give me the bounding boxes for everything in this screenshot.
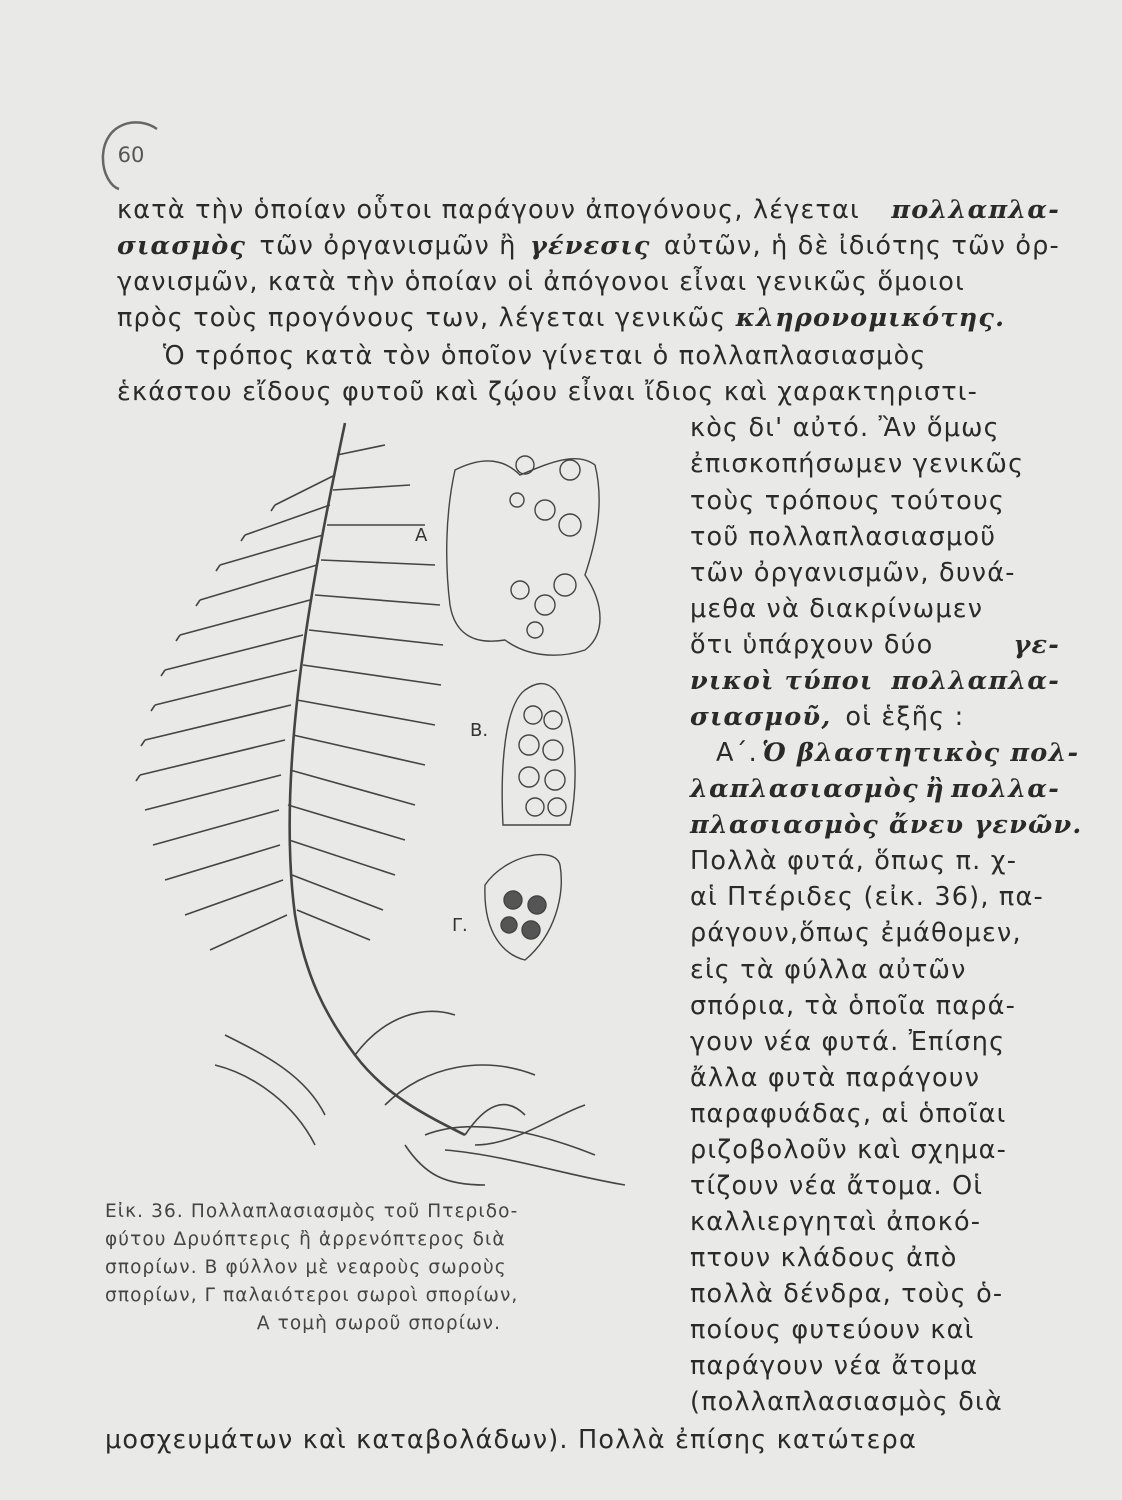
text-span: τῶν ὀργανισμῶν, δυνά- xyxy=(690,558,1016,588)
text-span: οἱ ἑξῆς : xyxy=(845,702,965,732)
text-span: ὅτι ὑπάρχουν δύο xyxy=(690,630,934,660)
column-line xyxy=(690,486,1060,516)
column-line xyxy=(690,1063,1060,1093)
column-line xyxy=(690,918,1060,948)
figure-label-a: Α xyxy=(415,525,428,546)
figure-label-b: Β. xyxy=(470,720,489,741)
text-span: ποίους φυτεύουν καὶ xyxy=(690,1315,975,1345)
emphasis-term: σιασμοῦ, xyxy=(690,702,832,732)
section-heading: πλασιασμὸς ἄνευ γενῶν. xyxy=(690,810,1083,840)
text-span: κατὰ τὴν ὁποίαν οὗτοι παράγουν ἀπογόνους, λέγεται xyxy=(117,195,860,225)
column-line xyxy=(690,449,1060,479)
column-line xyxy=(690,522,1060,552)
caption-line: Εἰκ. 36. Πολλαπλασιασμὸς τοῦ Πτεριδο- xyxy=(105,1201,519,1222)
section-heading: ἢ xyxy=(925,774,945,804)
column-line xyxy=(690,1171,1060,1201)
section-heading: λαπλασιασμὸς xyxy=(690,774,919,804)
column-line xyxy=(690,846,1060,876)
text-line-6 xyxy=(117,377,1060,407)
text-line-3 xyxy=(117,267,1060,297)
column-line xyxy=(690,413,1060,443)
column-line xyxy=(690,1279,1060,1309)
text-span: παραφυάδας, αἱ ὁποῖαι xyxy=(690,1099,1007,1129)
text-span: Πολλὰ φυτά, ὅπως π. χ- xyxy=(690,846,1018,876)
column-line xyxy=(690,1387,1060,1417)
column-line xyxy=(690,1207,1060,1237)
column-line xyxy=(690,1315,1060,1345)
column-line xyxy=(690,1099,1060,1129)
text-span: πρὸς τοὺς προγόνους των, λέγεται γενικῶς xyxy=(117,303,727,333)
text-span: μοσχευμάτων καὶ καταβολάδων). Πολλὰ ἐπίσης κατώτερα xyxy=(105,1425,917,1455)
column-line xyxy=(690,991,1060,1021)
section-heading-line xyxy=(690,774,1060,804)
column-line xyxy=(690,558,1060,588)
section-heading-line xyxy=(716,738,1080,768)
text-line-1 xyxy=(117,195,1060,225)
emphasis-term: πολλαπλα- xyxy=(891,666,1060,696)
emphasis-term: νικοὶ τύποι xyxy=(690,666,874,696)
text-span: τίζουν νέα ἄτομα. Οἱ xyxy=(690,1171,984,1201)
text-span: αἱ Πτέριδες (εἰκ. 36), πα- xyxy=(690,882,1044,912)
text-span: τῶν ὀργανισμῶν ἢ xyxy=(259,231,517,261)
column-line xyxy=(690,702,1060,732)
emphasis-term: σιασμὸς xyxy=(117,231,247,261)
text-span: πολλὰ δένδρα, τοὺς ὁ- xyxy=(690,1279,1004,1309)
text-span: μεθα νὰ διακρίνωμεν xyxy=(690,594,984,624)
caption-line: φύτου Δρυόπτερις ἢ ἀρρενόπτερος διὰ xyxy=(105,1229,506,1250)
text-span: τοῦ πολλαπλασιασμοῦ xyxy=(690,522,997,552)
text-span: ράγουν,ὅπως ἐμάθομεν, xyxy=(690,918,1022,948)
text-span: καλλιεργηταὶ ἀποκό- xyxy=(690,1207,982,1237)
text-span: (πολλαπλασιασμὸς διὰ xyxy=(690,1387,1003,1417)
section-heading-line xyxy=(690,810,1083,840)
text-span: ριζοβολοῦν καὶ σχημα- xyxy=(690,1135,1008,1165)
page-number-text: 60 xyxy=(117,143,145,167)
text-span: γανισμῶν, κατὰ τὴν ὁποίαν οἱ ἀπόγονοι εἶναι γενικῶς ὅμοιοι xyxy=(117,267,965,297)
page-number xyxy=(103,127,159,183)
sorus-section-drawing xyxy=(447,456,600,655)
text-line-last xyxy=(105,1425,1060,1455)
column-line xyxy=(690,1351,1060,1381)
emphasis-term: γένεσις xyxy=(530,231,651,261)
section-number: Α΄. xyxy=(716,738,758,768)
text-span: ἄλλα φυτὰ παράγουν xyxy=(690,1063,981,1093)
column-line xyxy=(690,955,1060,985)
older-sori-leaflet-drawing xyxy=(485,855,561,960)
text-span: Ὁ τρόπος κατὰ τὸν ὁποῖον γίνεται ὁ πολλαπλασιασμὸς xyxy=(163,341,927,371)
fern-figure xyxy=(125,415,655,1190)
fern-illustration xyxy=(125,415,655,1190)
text-span: τοὺς τρόπους τούτους xyxy=(690,486,1006,516)
figure-caption xyxy=(105,1198,653,1338)
section-heading: πολλα- xyxy=(951,774,1060,804)
column-line xyxy=(690,1135,1060,1165)
text-line-5 xyxy=(163,341,1060,371)
column-line xyxy=(690,666,1060,696)
text-span: εἰς τὰ φύλλα αὐτῶν xyxy=(690,955,967,985)
text-line-4 xyxy=(117,303,1005,333)
caption-line: σπορίων, Γ παλαιότεροι σωροὶ σπορίων, xyxy=(105,1285,519,1306)
column-line xyxy=(690,1243,1060,1273)
section-heading: Ὁ βλαστητικὸς πολ- xyxy=(761,738,1080,768)
text-span: πτουν κλάδους ἀπὸ xyxy=(690,1243,958,1273)
text-span: σπόρια, τὰ ὁποῖα παρά- xyxy=(690,991,1017,1021)
emphasis-term: γε- xyxy=(1013,630,1060,660)
text-span: αὐτῶν, ἡ δὲ ἰδιότης τῶν ὀρ- xyxy=(663,231,1060,261)
young-sori-leaflet-drawing xyxy=(502,684,575,825)
text-span: γουν νέα φυτά. Ἐπίσης xyxy=(690,1027,1006,1057)
text-span: παράγουν νέα ἄτομα xyxy=(690,1351,979,1381)
emphasis-term: κληρονομικότης. xyxy=(735,303,1006,333)
text-span: ἐπισκοπήσωμεν γενικῶς xyxy=(690,449,1025,479)
caption-line: σπορίων. Β φύλλον μὲ νεαροὺς σωροὺς xyxy=(105,1257,507,1278)
column-line xyxy=(690,594,1060,624)
column-line xyxy=(690,882,1060,912)
text-line-2 xyxy=(117,231,1060,261)
text-span: κὸς δι' αὐτό. Ἂν ὅμως xyxy=(690,413,1000,443)
emphasis-term: πολλαπλα- xyxy=(891,195,1060,225)
text-span: ἑκάστου εἴδους φυτοῦ καὶ ζῴου εἶναι ἴδιος καὶ χαρακτηριστι- xyxy=(117,377,979,407)
caption-line: Α τομὴ σωροῦ σπορίων. xyxy=(256,1313,502,1334)
figure-label-c: Γ. xyxy=(452,915,468,936)
column-line xyxy=(690,630,1060,660)
column-line xyxy=(690,1027,1060,1057)
